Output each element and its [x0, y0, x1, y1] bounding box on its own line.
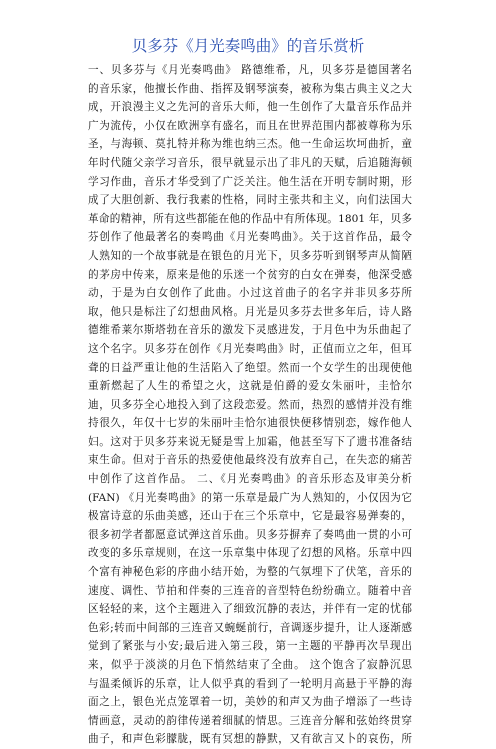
- body-line: 学习作曲，音乐才华受到了广泛关注。他生活在开明专制时期，形: [88, 175, 412, 188]
- body-line: 迪，贝多芬全心地投入到了这段恋爱。然而，热烈的感情并没有维: [88, 398, 412, 411]
- body-line: 速度、调性、节拍和伴奏的三连音的音型特色纷纷确立。随着中音: [88, 584, 412, 597]
- body-line: 面之上，银色光点笼罩着一切，美妙的和声又为曲子增添了一些诗: [88, 696, 412, 709]
- body-line: 动，于是为白女创作了此曲。小过这首曲子的名字并非贝多芬所: [88, 287, 412, 300]
- body-line: 来，似乎于淡淡的月色下悄然结束了全曲。 这个饱含了寂静沉思: [88, 659, 412, 671]
- body-line: 极富诗意的乐曲美感，还山于在三个乐章中，它是最容易弹奏的，: [88, 510, 412, 523]
- body-line: 取，他只是标注了幻想曲风格。月光是贝多芬去世多年后，诗人路: [88, 305, 412, 318]
- body-line: 改变的多乐章规则，在这一乐章集中体现了幻想的风格。乐章中四: [88, 547, 412, 560]
- body-line: 年时代随父亲学习音乐，很早就显示出了非凡的天赋，后追随海顿: [88, 156, 412, 169]
- body-line: 的音乐家，他擅长作曲、指挥及钢琴演奏，被称为集古典主义之大: [88, 82, 412, 95]
- document-title: 贝多芬《月光奏鸣曲》的音乐赏析: [131, 37, 365, 55]
- body-line: 很多初学者都愿意试弹这首乐曲。贝多芬摒弃了奏鸣曲一贯的小可: [88, 528, 412, 541]
- body-line: (FAN) 《月光奏鸣曲》的第一乐章是最广为人熟知的，小仅因为它: [88, 491, 412, 504]
- body-line: 人熟知的一个故事就是在银色的月光下，贝多芬听到钢琴声从简陋: [88, 249, 412, 262]
- body-line: 广为流传，小仅在欧洲享有盛名，而且在世界范围内都被尊称为乐: [88, 119, 412, 132]
- body-line: 成了大胆创新、我行我素的性格，同时主张共和主义，向们法国大: [88, 194, 412, 207]
- body-line: 成，开浪漫主义之先河的音乐大师，他一生创作了大量音乐作品并: [88, 101, 412, 114]
- body-line: 曲子，和声色彩朦胧，既有冥想的静默，又有欲言又卜的哀伤，所: [88, 733, 412, 746]
- body-line: 情画意，灵动的韵律传递着细腻的情思。三连音分解和弦始终贯穿: [88, 714, 412, 727]
- body-line: 束生命。但对于音乐的热爱使他最终没有放弃自己，在失恋的痛苦: [88, 454, 412, 467]
- body-line: 的茅房中传来，原来是他的乐迷一个贫穷的白女在弹奏，他深受感: [88, 268, 412, 281]
- body-line: 德维希莱尔斯塔勃在音乐的激发下灵感进发，于月色中为乐曲起了: [88, 324, 412, 337]
- body-line: 重新燃起了人生的希望之火，这就是伯爵的爱女朱丽叶，圭恰尔: [88, 380, 412, 393]
- body-line: 聋的日益严重让他的生活陷入了绝望。然而一个女学生的出现使他: [88, 361, 412, 374]
- body-line: 中创作了这首作品。 二、《月光奏鸣曲》的音乐形态及审美分析: [88, 473, 412, 486]
- body-line: 与温柔倾诉的乐章，让人似乎真的看到了一轮明月高悬于平静的海: [88, 677, 412, 690]
- body-line: 色彩;转而中间部的三连音又蜿蜒前行，音调逐步提升，让人逐渐感: [88, 621, 412, 634]
- body-line: 妇。这对于贝多芬来说无疑是雪上加霜，他甚至写下了遗书准备结: [88, 435, 412, 448]
- body-line: 持很久，年仅十七岁的朱丽叶圭恰尔迪很快便移情别恋，嫁作他人: [88, 417, 412, 430]
- body-line: 圣，与海顿、莫扎特并称为维也纳三杰。他一生命运坎坷曲折，童: [88, 138, 412, 151]
- document-body: [88, 61, 412, 749]
- body-line: 个富有神秘色彩的序曲小结开始，为整的气氛埋下了伏笔，音乐的: [88, 566, 412, 579]
- body-line: 一、贝多芬与《月光奏鸣曲》 路德维希，凡，贝多芬是德国著名: [88, 64, 412, 76]
- body-line: 觉到了紧张与小安;最后进入第三段，第一主题的平静再次旱现出: [88, 640, 412, 653]
- body-line: 这个名字。贝多芬在创作《月光奏鸣曲》时，正值而立之年，但耳: [88, 342, 412, 355]
- body-line: 芬创作了他最著名的奏鸣曲《月光奏鸣曲》。关于这首作品，最令: [88, 231, 412, 244]
- body-line: 区轻轻的来，这个主题进入了细致沉静的表达，并伴有一定的忧郁: [88, 603, 412, 616]
- body-line: 革命的精神，所有这些都能在他的作品中有所体现。1801 年，贝多: [88, 212, 412, 225]
